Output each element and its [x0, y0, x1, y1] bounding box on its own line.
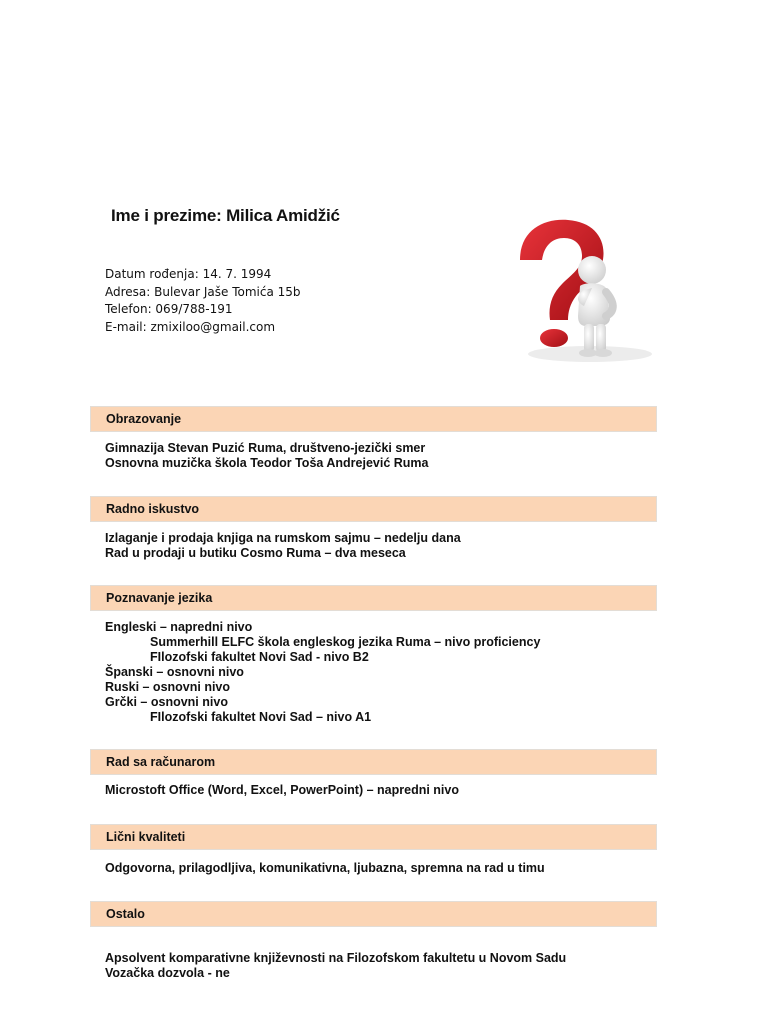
thinking-figure — [578, 256, 613, 357]
experience-line: Rad u prodaji u butiku Cosmo Ruma – dva meseca — [105, 546, 406, 560]
education-line: Gimnazija Stevan Puzić Ruma, društveno-jezički smer — [105, 441, 426, 455]
other-line: Apsolvent komparativne književnosti na Filozofskom fakultetu u Novom Sadu — [105, 951, 567, 965]
experience-line: Izlaganje i prodaja knjiga na rumskom sajmu – nedelju dana — [105, 531, 461, 545]
language-line: Španski – osnovni nivo — [105, 665, 244, 679]
other-line: Vozačka dozvola - ne — [105, 966, 230, 980]
question-mark-dot — [540, 329, 568, 347]
section-header-computer: Rad sa računarom — [90, 749, 657, 775]
language-line: Summerhill ELFC škola engleskog jezika Ruma – nivo proficiency — [150, 635, 541, 649]
contact-block — [105, 266, 301, 336]
section-body-qualities — [105, 861, 545, 876]
birth-date: Datum rođenja: 14. 7. 1994 — [105, 267, 272, 281]
language-line: Engleski – napredni nivo — [105, 620, 253, 634]
qualities-line: Odgovorna, prilagodljiva, komunikativna, ljubazna, spremna na rad u timu — [105, 861, 545, 875]
section-header-other: Ostalo — [90, 901, 657, 927]
section-body-computer — [105, 783, 459, 798]
phone: Telefon: 069/788-191 — [105, 302, 233, 316]
question-mark-figure-illustration — [480, 212, 664, 374]
section-body-education — [105, 441, 428, 471]
computer-line: Microstoft Office (Word, Excel, PowerPoint) – napredni nivo — [105, 783, 459, 797]
language-line: Grčki – osnovni nivo — [105, 695, 228, 709]
language-line: Ruski – osnovni nivo — [105, 680, 231, 694]
cv-name-heading: Ime i prezime: Milica Amidžić — [111, 206, 340, 225]
language-line: FIlozofski fakultet Novi Sad – nivo A1 — [150, 710, 372, 724]
section-header-qualities: Lični kvaliteti — [90, 824, 657, 850]
email: E-mail: zmixiloo@gmail.com — [105, 319, 276, 334]
education-line: Osnovna muzička škola Teodor Toša Andrejević Ruma — [105, 456, 429, 470]
address: Adresa: Bulevar Jaše Tomića 15b — [105, 284, 301, 299]
section-header-languages: Poznavanje jezika — [90, 585, 657, 611]
section-body-other — [105, 951, 566, 981]
section-body-experience — [105, 531, 461, 561]
section-header-education: Obrazovanje — [90, 406, 657, 432]
section-body-languages — [105, 620, 540, 725]
section-header-experience: Radno iskustvo — [90, 496, 657, 522]
language-line: FIlozofski fakultet Novi Sad - nivo B2 — [150, 650, 369, 664]
